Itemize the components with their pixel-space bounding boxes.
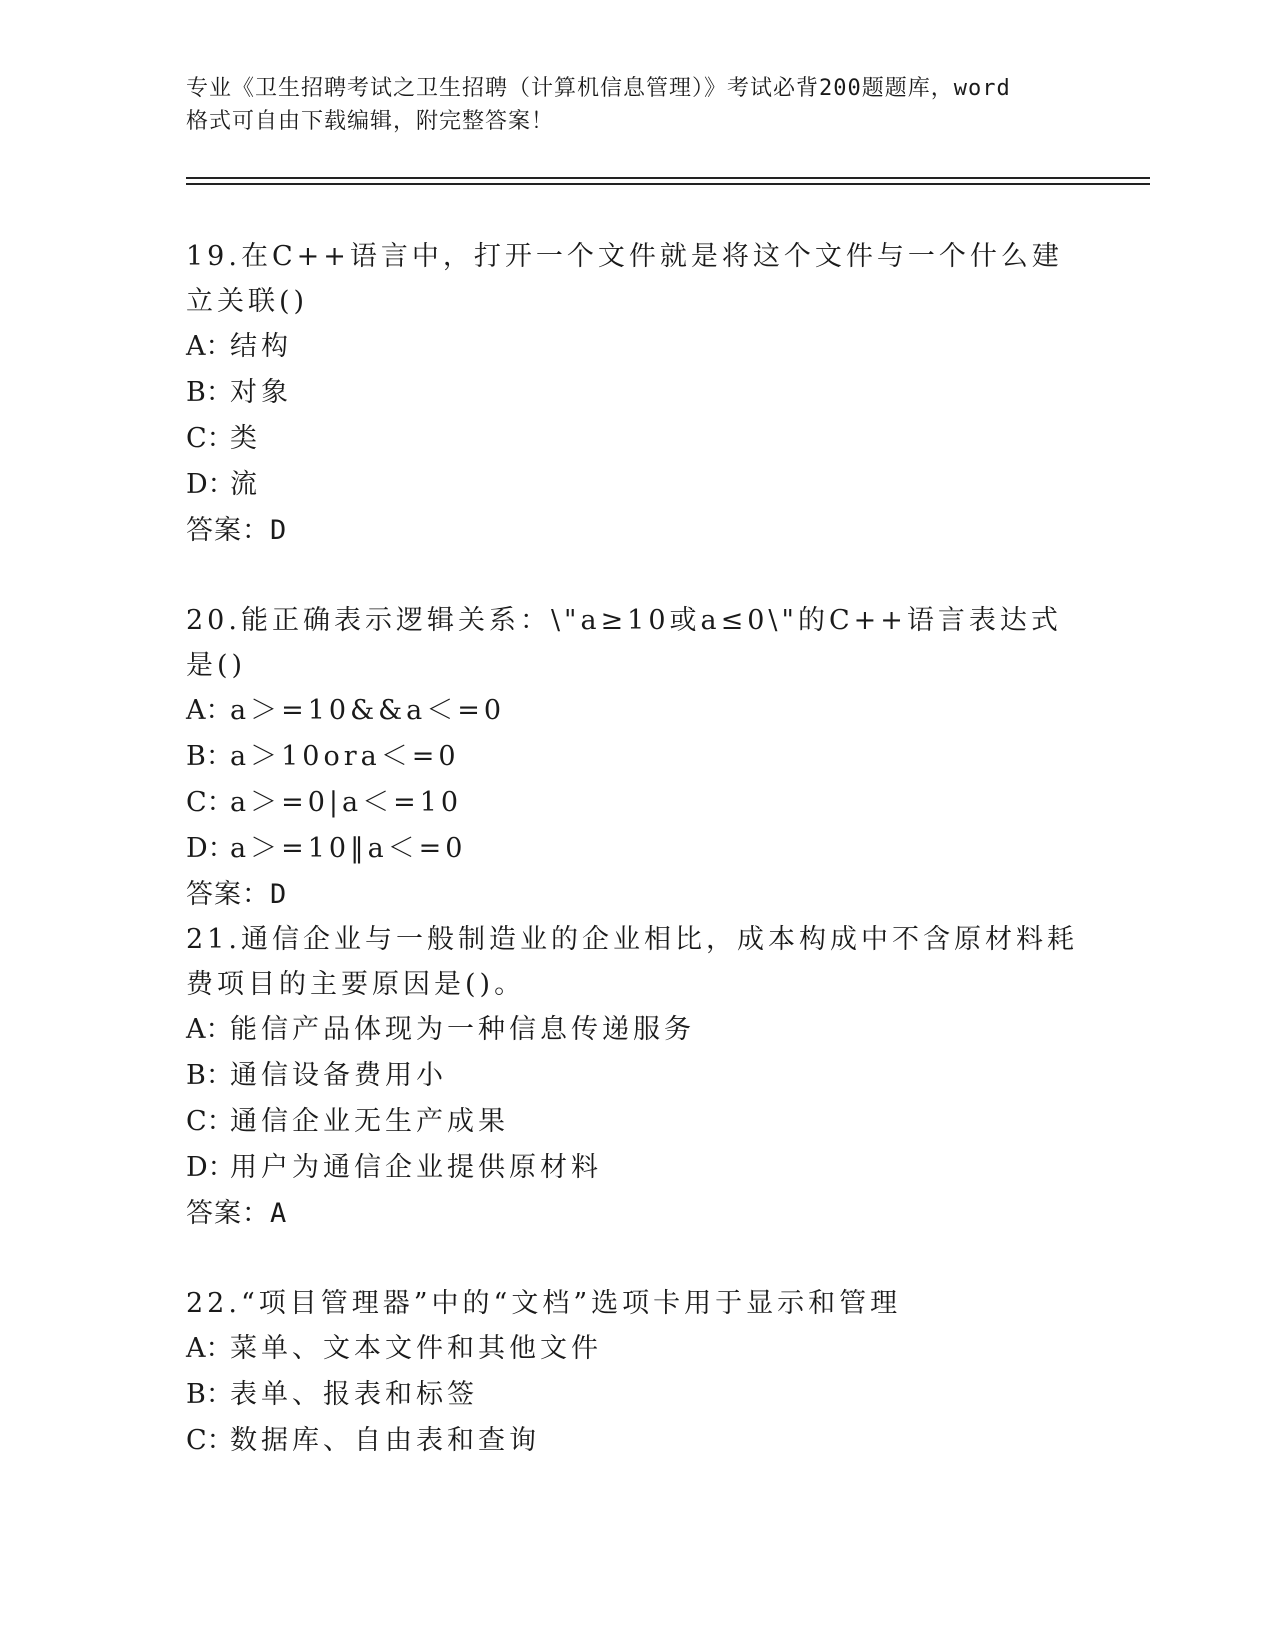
option-letter: A：: [186, 1333, 233, 1364]
header-divider-top: [186, 177, 1150, 179]
option-text: 表单、报表和标签: [230, 1379, 478, 1410]
question-22: [186, 1281, 1086, 1464]
option-a: [186, 688, 1086, 734]
question-stem: 20.能正确表示逻辑关系：\"a≥10或a≤0\"的C++语言表达式是(): [186, 605, 1062, 681]
header-divider-bottom: [186, 183, 1150, 185]
answer-line: 答案：D: [186, 515, 288, 546]
option-d: [186, 1145, 1086, 1191]
question-stem: 19.在C++语言中，打开一个文件就是将这个文件与一个什么建立关联(): [186, 241, 1063, 317]
option-a: [186, 1007, 1086, 1053]
option-b: [186, 734, 1086, 780]
option-letter: A：: [186, 695, 233, 726]
option-letter: C：: [186, 1106, 234, 1137]
option-letter: C：: [186, 423, 234, 454]
option-text: 通信设备费用小: [230, 1060, 447, 1091]
option-letter: C：: [186, 787, 234, 818]
document-header: [186, 72, 1106, 138]
option-text: 用户为通信企业提供原材料: [230, 1152, 602, 1183]
option-text: 菜单、文本文件和其他文件: [230, 1333, 602, 1364]
header-line-2: 格式可自由下载编辑，附完整答案！: [186, 109, 555, 134]
answer-line: 答案：A: [186, 1198, 288, 1229]
option-text: 对象: [230, 377, 292, 408]
option-text: 通信企业无生产成果: [230, 1106, 509, 1137]
option-text: a＞=10‖a＜=0: [230, 833, 467, 864]
option-letter: A：: [186, 331, 233, 362]
option-text: a＞=0|a＜=10: [230, 787, 463, 818]
option-letter: B：: [186, 377, 233, 408]
option-b: [186, 1053, 1086, 1099]
question-stem: 21.通信企业与一般制造业的企业相比，成本构成中不含原材料耗费项目的主要原因是()。: [186, 924, 1078, 1000]
option-text: a＞=10&&a＜=0: [230, 695, 506, 726]
option-letter: C：: [186, 1425, 234, 1456]
option-letter: D：: [186, 1152, 235, 1183]
option-c: [186, 416, 1086, 462]
question-19: [186, 234, 1086, 554]
option-c: [186, 1099, 1086, 1145]
question-stem: 22.“项目管理器”中的“文档”选项卡用于显示和管理: [186, 1288, 902, 1319]
option-text: 类: [230, 423, 261, 454]
option-text: a＞10ora＜=0: [230, 741, 460, 772]
option-letter: D：: [186, 469, 235, 500]
option-text: 结构: [230, 331, 292, 362]
option-b: [186, 1372, 1086, 1418]
question-21: [186, 917, 1086, 1237]
option-a: [186, 1326, 1086, 1372]
option-letter: B：: [186, 741, 233, 772]
option-letter: B：: [186, 1379, 233, 1410]
option-d: [186, 462, 1086, 508]
option-d: [186, 826, 1086, 872]
option-text: 流: [230, 469, 261, 500]
option-letter: B：: [186, 1060, 233, 1091]
option-letter: A：: [186, 1014, 233, 1045]
question-20: [186, 598, 1086, 918]
option-text: 能信产品体现为一种信息传递服务: [230, 1014, 695, 1045]
option-c: [186, 780, 1086, 826]
option-a: [186, 324, 1086, 370]
option-text: 数据库、自由表和查询: [230, 1425, 540, 1456]
option-c: [186, 1418, 1086, 1464]
header-line-1: 专业《卫生招聘考试之卫生招聘（计算机信息管理）》考试必背200题题库，word: [186, 76, 1011, 101]
option-b: [186, 370, 1086, 416]
option-letter: D：: [186, 833, 235, 864]
answer-line: 答案：D: [186, 879, 288, 910]
